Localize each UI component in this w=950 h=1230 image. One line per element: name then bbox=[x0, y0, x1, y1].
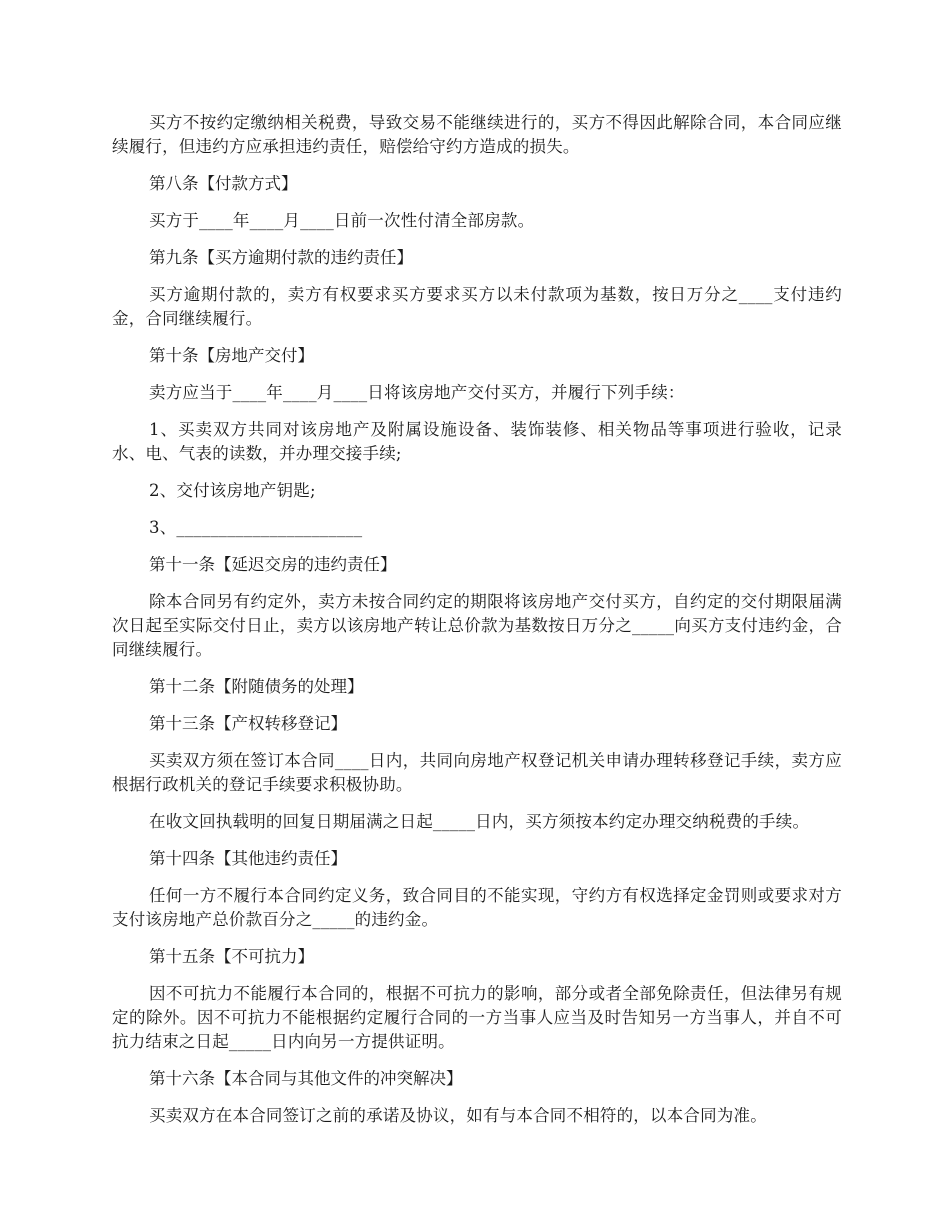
article-heading: 第十六条【本合同与其他文件的冲突解决】 bbox=[149, 1069, 463, 1088]
paragraph: 买方不按约定缴纳相关税费，导致交易不能继续进行的，买方不得因此解除合同，本合同应继续履行，但违约方应承担违约责任，赔偿给守约方造成的损失。 bbox=[112, 113, 842, 156]
article-heading: 第十五条【不可抗力】 bbox=[149, 947, 314, 966]
article-heading: 第九条【买方逾期付款的违约责任】 bbox=[149, 248, 413, 267]
paragraph: 在收文回执载明的回复日期届满之日起_____日内，买方须按本约定办理交纳税费的手续。 bbox=[149, 812, 810, 831]
paragraph: 因不可抗力不能履行本合同的，根据不可抗力的影响，部分或者全部免除责任，但法律另有规定的除外。因不可抗力不能根据约定履行合同的一方当事人应当及时告知另一方当事人，并自不可抗力结束之日起_____日内向另一方提供证明。 bbox=[112, 984, 842, 1051]
paragraph: 除本合同另有约定外，卖方未按合同约定的期限将该房地产交付买方，自约定的交付期限届满次日起至实际交付日止，卖方以该房地产转让总价款为基数按日万分之_____向买方支付违约金，合同继续履行。 bbox=[112, 592, 842, 659]
article-heading: 第十二条【附随债务的处理】 bbox=[149, 677, 364, 696]
paragraph: 买方逾期付款的，卖方有权要求买方要求买方以未付款项为基数，按日万分之____支付违约金，合同继续履行。 bbox=[112, 285, 842, 328]
paragraph: 买卖双方在本合同签订之前的承诺及协议，如有与本合同不相符的，以本合同为准。 bbox=[149, 1106, 767, 1125]
list-item: 3、______________________ bbox=[149, 518, 363, 537]
article-heading: 第八条【付款方式】 bbox=[149, 174, 298, 193]
paragraph: 任何一方不履行本合同约定义务，致合同目的不能实现，守约方有权选择定金罚则或要求对方支付该房地产总价款百分之_____的违约金。 bbox=[112, 886, 842, 929]
article-heading: 第十一条【延迟交房的违约责任】 bbox=[149, 555, 397, 574]
document-body bbox=[112, 111, 842, 1141]
list-item: 2、交付该房地产钥匙; bbox=[149, 481, 316, 500]
article-heading: 第十条【房地产交付】 bbox=[149, 346, 314, 365]
article-heading: 第十三条【产权转移登记】 bbox=[149, 714, 347, 733]
paragraph: 卖方应当于____年____月____日将该房地产交付买方，并履行下列手续： bbox=[149, 383, 685, 402]
paragraph: 买方于____年____月____日前一次性付清全部房款。 bbox=[149, 211, 535, 230]
article-heading: 第十四条【其他违约责任】 bbox=[149, 849, 347, 868]
list-item: 1、买卖双方共同对该房地产及附属设施设备、装饰装修、相关物品等事项进行验收，记录水、电、气表的读数，并办理交接手续; bbox=[112, 420, 842, 463]
paragraph: 买卖双方须在签订本合同____日内，共同向房地产权登记机关申请办理转移登记手续，卖方应根据行政机关的登记手续要求积极协助。 bbox=[112, 751, 842, 794]
